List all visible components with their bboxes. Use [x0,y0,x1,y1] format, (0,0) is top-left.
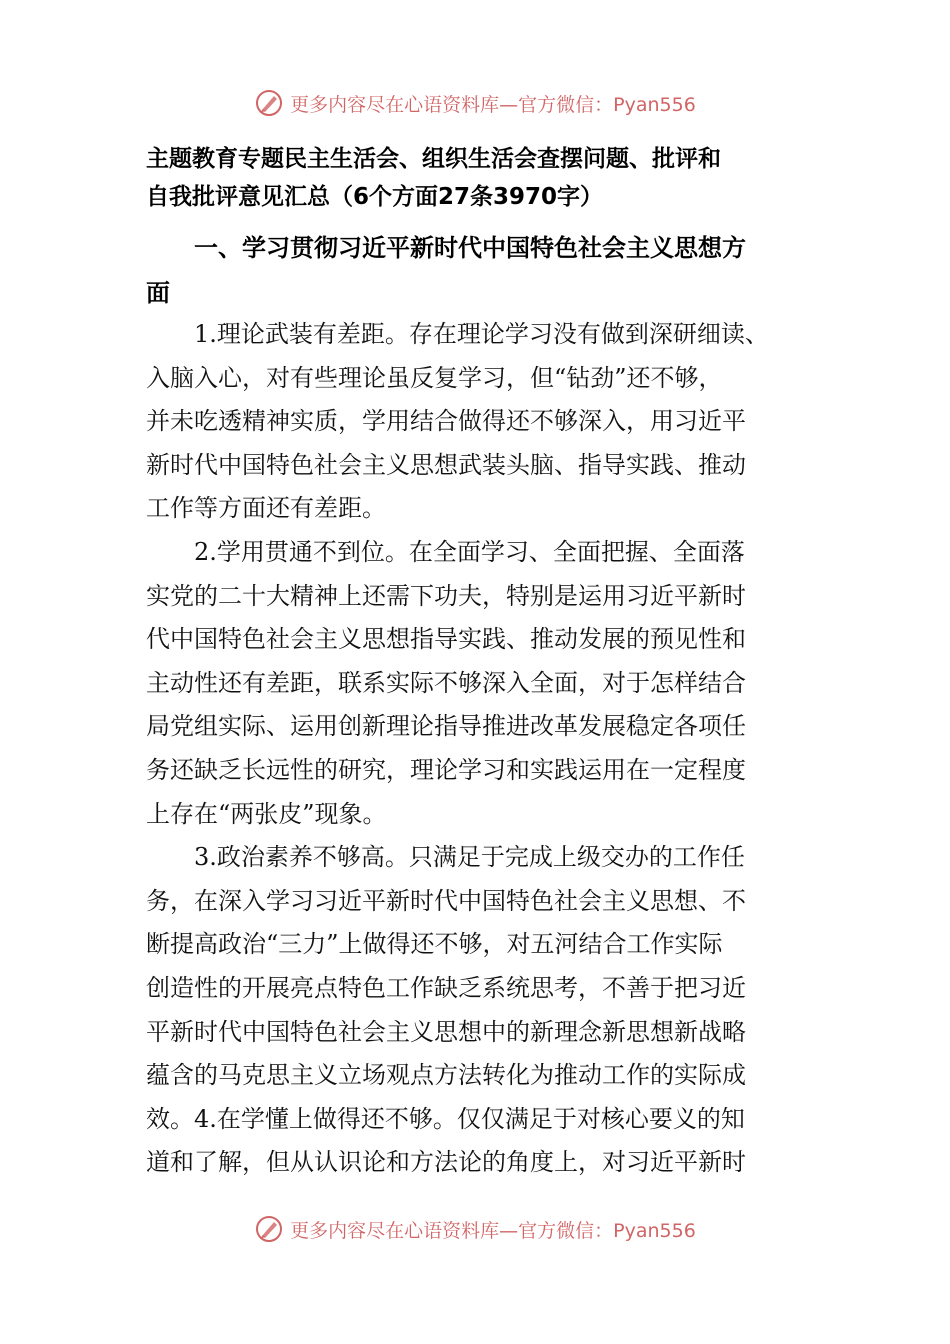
pen-logo-icon [254,88,284,118]
paragraph-3 [146,836,826,1185]
text-line: 效。4.在学懂上做得还不够。仅仅满足于对核心要义的知 [146,1104,745,1133]
text-line: 创造性的开展亮点特色工作缺乏系统思考，不善于把习近 [146,973,746,1002]
text-line: 入脑入心，对有些理论虽反复学习，但“钻劲”还不够， [146,363,723,392]
watermark-footer [0,1209,950,1249]
document-title [146,140,826,216]
text-line: 3.政治素养不够高。只满足于完成上级交办的工作任 [194,843,745,872]
text-line: 平新时代中国特色社会主义思想中的新理念新思想新战略 [146,1017,746,1046]
text-line: 上存在“两张皮”现象。 [146,799,387,828]
section-heading [146,226,811,316]
title-line: 主题教育专题民主生活会、组织生活会查摆问题、批评和 [146,146,721,172]
text-line: 务，在深入学习习近平新时代中国特色社会主义思想、不 [146,886,746,915]
text-line: 1.理论武装有差距。存在理论学习没有做到深研细读、 [194,320,769,348]
document-body [146,313,826,1185]
text-line: 局党组实际、运用创新理论指导推进改革发展稳定各项任 [146,712,746,741]
text-line: 务还缺乏长远性的研究，理论学习和实践运用在一定程度 [146,755,746,784]
text-line: 并未吃透精神实质，学用结合做得还不够深入，用习近平 [146,407,746,436]
paragraph-2 [146,531,826,836]
title-line: 自我批评意见汇总（6个方面27条3970字） [146,184,604,210]
text-line: 主动性还有差距，联系实际不够深入全面，对于怎样结合 [146,668,746,697]
text-line: 2.学用贯通不到位。在全面学习、全面把握、全面落 [194,537,745,566]
text-line: 蕴含的马克思主义立场观点方法转化为推动工作的实际成 [146,1061,746,1090]
pen-logo-icon [254,1214,284,1244]
text-line: 代中国特色社会主义思想指导实践、推动发展的预见性和 [146,625,746,654]
text-line: 断提高政治“三力”上做得还不够，对五河结合工作实际 [146,930,723,959]
text-line: 工作等方面还有差距。 [146,494,386,523]
text-line: 新时代中国特色社会主义思想武装头脑、指导实践、推动 [146,450,746,479]
watermark-text: 更多内容尽在心语资料库—官方微信：Pyan556 [290,1219,696,1242]
paragraph-1 [146,313,826,531]
text-line: 实党的二十大精神上还需下功夫，特别是运用习近平新时 [146,581,746,610]
watermark-header [0,83,950,123]
heading-line: 一、学习贯彻习近平新时代中国特色社会主义思想方 [194,234,746,262]
heading-line: 面 [146,279,170,307]
watermark-text: 更多内容尽在心语资料库—官方微信：Pyan556 [290,93,696,116]
text-line: 道和了解，但从认识论和方法论的角度上，对习近平新时 [146,1148,746,1177]
